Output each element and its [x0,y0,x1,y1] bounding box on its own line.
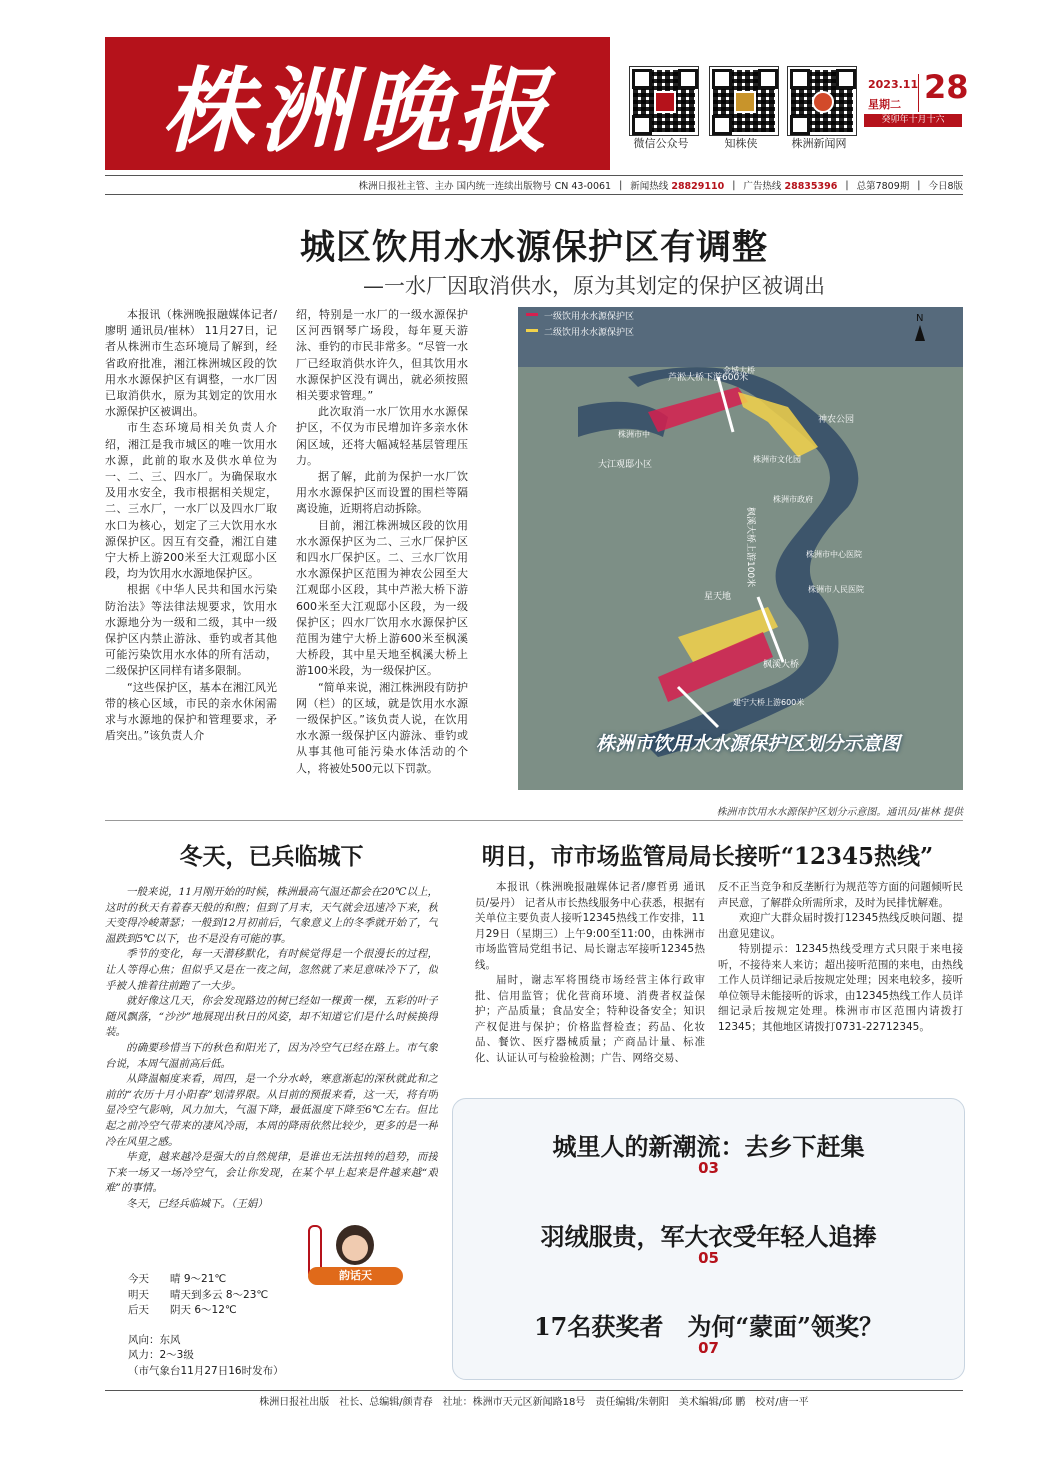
qr-code-zhizhuxia[interactable] [710,67,778,135]
photo-credit: 株洲市饮用水水源保护区划分示意图。通讯员/崔林 提供 [716,807,963,818]
masthead-banner [105,37,610,170]
forecast-desc: 晴 9～21℃ [170,1273,227,1285]
map-label: 株洲市政府 [773,495,813,504]
qr-code-news-site[interactable] [788,67,856,135]
lead-column-2 [296,307,468,797]
qr-code-wechat[interactable] [630,67,698,135]
promo-page-number[interactable]: 07 [698,1339,719,1357]
date-box [860,68,970,127]
water-protection-map[interactable] [518,307,963,790]
map-graphic [518,307,963,790]
qr-label-zhizhuxia: 知株侠 [724,137,758,150]
hotline-paragraph: 届时，谢志军将围绕市场经营主体行政审批、信用监管；优化营商环境、消费者权益保护；产品质量；食品安全；特种设备安全；知识产权促进与保护；价格监督检查；药品、化妆品、餐饮、医疗器械质量；产商品计量、标准化、认证认可与检验检测；广告、网络交易、 [475,974,705,1064]
hotline-paragraph: 特别提示：12345热线受理方式只限于来电接听，不接待来人来访；超出接听范围的来电，由热线工作人员详细记录后按规定处理；因来电较多，接听单位领导未能接听的诉求，由12345热线工作人员详细记录后按规定处理。株洲市市区范围内请拨打12345；其他地区请拨打0731-22712345。 [718,943,963,1033]
map-label: 株洲市人民医院 [808,585,864,594]
forecast-issued: （市气象台11月27日16时发布） [128,1364,284,1377]
forecast-day: 后天 [128,1304,149,1316]
lead-paragraph: 据了解，此前为保护一水厂饮用水水源保护区而设置的围栏等隔离设施，近期将启动拆除。 [296,470,468,516]
weather-badge [308,1225,403,1290]
map-label: 神农公园 [818,415,855,425]
lead-paragraph: 目前，湘江株洲城区段的饮用水水源保护区为二、三水厂保护区和四水厂保护区。二、三水厂饮用水水源保护区范围为神农公园至大江观邸小区段，其中芦淞大桥下游600米至大江观邸小区段，为一级保护区；四水厂饮用水水源保护区范围为建宁大桥上游600米至枫溪大桥段，其中星天地至枫溪大桥上游100米段，为一级保护区。 [296,518,468,678]
forecast-row [128,1288,284,1304]
map-label: 枫溪大桥上游100米 [745,507,755,588]
promo-title[interactable]: 17名获奖者 为何“蒙面”领奖？ [533,1312,883,1341]
lead-column-1 [105,307,277,797]
legend-primary-swatch [526,313,538,316]
map-label: 星天地 [704,592,732,602]
weather-paragraph: 毕竟，越来越冷是强大的自然规律，是谁也无法扭转的趋势，而接下来一场又一场冷空气，会让你发现，在某个早上起来是件越来越“艰难”的事情。 [105,1151,438,1195]
section-divider [105,820,963,821]
forecast-day: 明天 [128,1288,149,1301]
lead-paragraph: 根据《中华人民共和国水污染防治法》等法律法规要求，饮用水水源地分为一级和二级，其中一级保护区内禁止游泳、垂钓或者其他可能污染饮用水水体的所有活动，二级保护区同样有诸多限制。 [105,583,277,678]
promo-page-number[interactable]: 05 [698,1249,719,1267]
lead-paragraph: “简单来说，湘江株洲段有防护网（栏）的区域，就是饮用水水源一级保护区。”该负责人说，在饮用水水源一级保护区内游泳、垂钓或从事其他可能污染水体活动的个人，将被处500元以下罚款。 [296,680,468,775]
qr-label-news-site: 株洲新闻网 [791,137,847,150]
infobar-bottom-rule [105,194,963,195]
weather-headline[interactable]: 冬天，已兵临城下 [179,843,364,870]
lead-paragraph: 此次取消一水厂饮用水水源保护区，不仅为市民增加许多亲水休闲区域，还将大幅减轻基层管理压力。 [296,405,468,467]
weather-paragraph: 就好像这几天，你会发现路边的树已经如一棵黄一棵，五彩的叶子随风飘落，“沙沙”地展现出秋日的风姿，却不知道它们是什么时候换得装。 [105,995,438,1039]
weather-badge-label: 韵话天 [308,1267,403,1285]
qr-label-wechat: 微信公众号 [633,137,689,150]
issue-number: 总第7809期 [856,181,910,192]
forecast-desc: 晴天到多云 8～23℃ [170,1288,269,1301]
hotline-column-1 [475,880,705,1080]
map-label: 大江观邸小区 [598,460,653,470]
newspaper-title: 株洲晚报 [161,56,554,165]
footer-credits: 株洲日报社出版 社长、总编辑/颜青春 社址：株洲市天元区新闻路18号 责任编辑/朱朝阳 美术编辑/邱 鹏 校对/唐一平 [259,1397,809,1408]
legend-secondary-swatch [526,329,538,332]
hotline-paragraph: 本报讯（株洲晚报融媒体记者/廖哲勇 通讯员/晏丹） 记者从市长热线服务中心获悉，根据有关单位主要负责人接听12345热线工作安排，11月29日（星期三）上午9:00至11:00，由株洲市市场监管局党组书记、局长谢志军接听12345热线。 [475,881,705,971]
forecast-list [128,1272,284,1379]
promo-page-number[interactable]: 03 [698,1159,719,1177]
lead-subhead: —一水厂因取消供水，原为其划定的保护区被调出 [363,274,825,298]
news-hotline-label: 新闻热线 [630,181,669,192]
lead-paragraph: 市生态环境局相关负责人介绍，湘江是我市城区的唯一饮用水水源，此前的取水及供水单位为一、二、三、四水厂。为确保取水及用水安全，我市根据相关规定，二、三水厂，一水厂以及四水厂取水口为核心，划定了三大饮用水水源保护区。因互有交叠，湘江自建宁大桥上游200米至大江观邸小区段，均为饮用水水源地保护区。 [105,421,277,581]
weather-paragraph: 的确要珍惜当下的秋色和阳光了，因为冷空气已经在路上。市气象台说，本周气温前高后低。 [105,1041,438,1070]
date-year-month: 2023.11 [868,78,919,91]
ad-hotline-label: 广告热线 [743,181,782,192]
hotline-column-2 [718,880,963,1080]
lead-paragraph: 本报讯（株洲晚报融媒体记者/廖明 通讯员/崔林） 11月27日，记者从株洲市生态环境局了解到，经省政府批准，湘江株洲城区段的饮用水水源保护区有调整，一水厂因已取消供水，原为其划定的饮用水水源保护区被调出。 [105,308,277,419]
legend-secondary-label: 二级饮用水水源保护区 [544,328,635,338]
map-label: 株洲市中 [618,430,650,439]
publisher-info: 株洲日报社主管、主办 国内统一连续出版物号 CN 43-0061 [358,181,612,192]
north-label: N [916,313,924,324]
hotline-paragraph: 反不正当竞争和反垄断行为规范等方面的问题倾听民声民意，了解群众所需所求，及时为民排忧解难。 [718,881,963,909]
map-label: 株洲市中心医院 [806,550,862,559]
wind-direction: 风向：东风 [128,1333,181,1346]
weekday: 星期二 [868,98,901,111]
infobar-top-rule [105,175,963,176]
promo-title[interactable]: 城里人的新潮流：去乡下赶集 [552,1132,865,1161]
ad-hotline: 28835396 [784,181,838,192]
legend-primary-label: 一级饮用水水源保护区 [544,312,635,322]
page-count: 今日8版 [928,181,963,192]
weather-body [105,885,438,1245]
map-title: 株洲市饮用水水源保护区划分示意图 [595,733,900,755]
info-bar: 株洲日报社主管、主办 国内统一连续出版物号 CN 43-0061 | 新闻热线 28829110 | 广告热线 28835396 | 总第7809期 | 今日8版 [358,179,963,192]
hotline-headline[interactable]: 明日，市市场监管局局长接听“12345热线” [481,843,934,870]
weather-paragraph: 季节的变化，每一天潜移默化，有时候觉得是一个很漫长的过程，让人等得心焦；但似乎又是在一夜之间，忽然就了来足意味冷下了，似乎被人推着往前跑了一大步。 [105,948,438,992]
weather-paragraph: 一般来说，11月刚开始的时候，株洲最高气温还都会在20℃以上，这时的秋天有着春天般的和煦；但到了月末，天气就会迅速冷下来，秋天变得冷峻萧瑟；一般到12月初前后，气象意义上的冬季就开始了，气温跌到5℃以下，也不是没有可能的事。 [105,886,438,945]
avatar-face [342,1235,368,1261]
footer-rule [105,1390,963,1391]
map-label: 枫溪大桥 [763,660,800,670]
map-label: 金城大桥 [723,366,755,375]
map-label: 建宁大桥上游600米 [733,698,805,707]
date-divider [918,74,919,112]
news-hotline: 28829110 [671,181,725,192]
wind-force: 风力：2～3级 [128,1349,194,1361]
lunar-date: 癸卯年十月十六 [864,114,962,127]
map-label: 株洲市文化园 [753,455,801,464]
map-label: 芦淞大桥下游600米 [668,373,749,383]
date-day: 28 [924,68,969,106]
inside-pages-box [452,1098,965,1380]
forecast-row [128,1303,284,1319]
lead-paragraph: 绍，特别是一水厂的一级水源保护区河西钢琴广场段，每年夏天游泳、垂钓的市民非常多。“尽管一水厂已经取消供水许久，但其饮用水水源保护区没有调出，就必须按照相关要求管理。” [296,308,468,403]
hotline-paragraph: 欢迎广大群众届时拨打12345热线反映问题、提出意见建议。 [718,912,963,940]
forecast-desc: 阴天 6～12℃ [170,1304,237,1316]
forecast-row [128,1272,284,1288]
weather-paragraph: 冬天，已经兵临城下。（王娟） [126,1197,268,1210]
promo-title[interactable]: 羽绒服贵，军大衣受年轻人追捧 [540,1222,877,1251]
lead-headline[interactable]: 城区饮用水水源保护区有调整 [299,228,768,268]
forecast-day: 今天 [128,1273,149,1285]
lead-paragraph: “这些保护区，基本在湘江风光带的核心区域，市民的亲水休闲需求与水源地的保护和管理要求，矛盾突出。”该负责人介 [105,680,277,743]
weather-paragraph: 从降温幅度来看，周四，是一个分水岭，寒意渐起的深秋就此和之前的“农历十月小阳春”划清界限。从目前的预报来看，这一天，将有明显冷空气影响，风力加大，气温下降，最低温度下降至6℃左右。但比起之前冷空气带来的凄风冷雨，本周的降雨依然比较少，更多的是一种冷在风里之感。 [105,1073,438,1148]
